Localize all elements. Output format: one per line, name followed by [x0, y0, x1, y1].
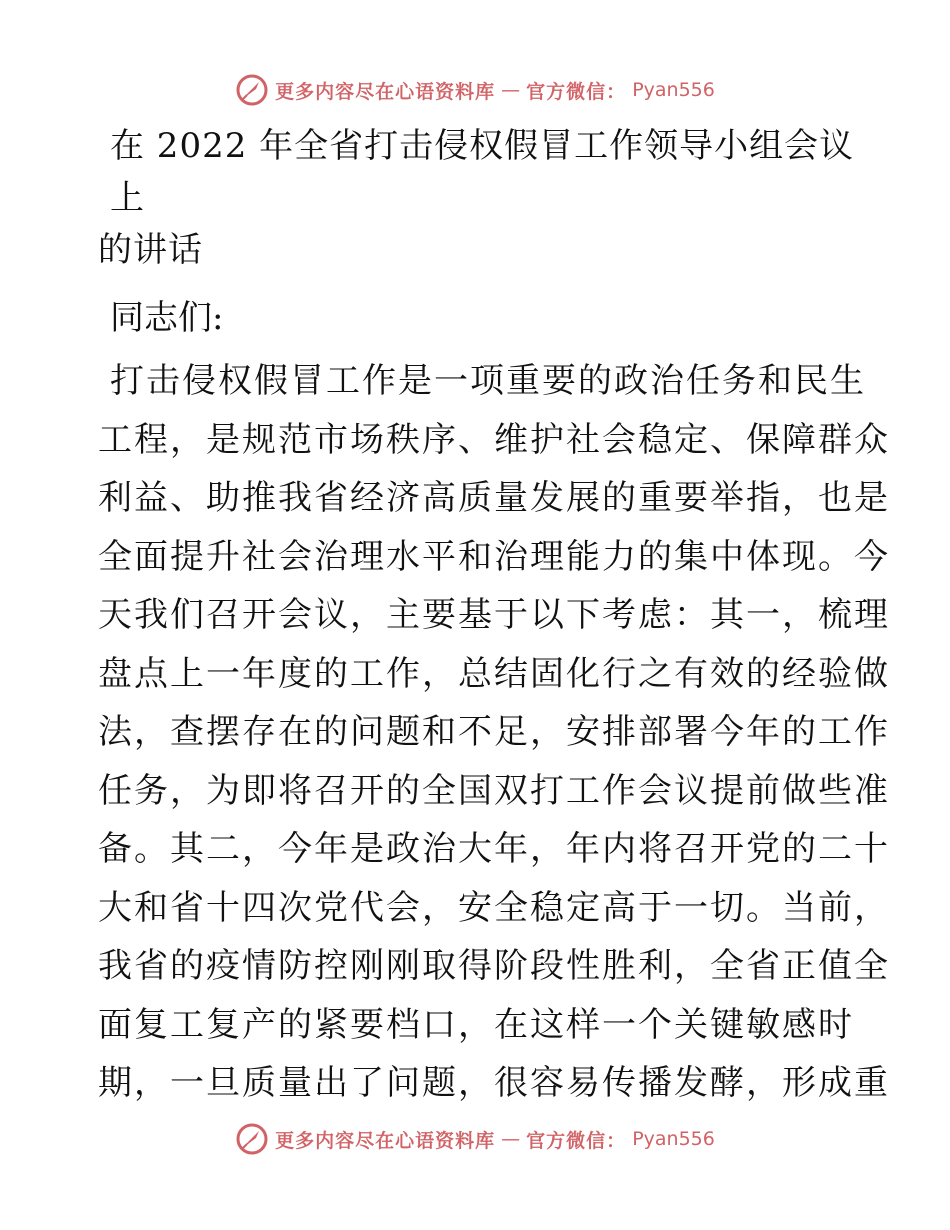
watermark-dash: —	[501, 1128, 521, 1150]
paragraph-line: 期，一旦质量出了问题，很容易传播发酵，形成重	[98, 1063, 890, 1103]
paragraph-line: 法，查摆存在的问题和不足，安排部署今年的工作	[98, 712, 890, 752]
watermark-dash: —	[501, 79, 521, 101]
watermark-account: Pyan556	[632, 79, 715, 101]
paragraph-line: 任务，为即将召开的全国双打工作会议提前做些准	[98, 770, 890, 811]
watermark-text: 更多内容尽在心语资料库	[275, 1129, 496, 1152]
paragraph-line: 打击侵权假冒工作是一项重要的政治任务和民生	[110, 361, 866, 401]
document-body	[98, 120, 890, 1113]
document-title	[98, 120, 858, 276]
watermark-header	[0, 73, 950, 107]
paragraph-line: 天我们召开会议，主要基于以下考虑：其一，梳理	[98, 595, 890, 635]
paragraph-line: 工程，是规范市场秩序、维护社会稳定、保障群众	[98, 419, 890, 460]
paragraph-line: 备。其二，今年是政治大年，年内将召开党的二十	[98, 829, 890, 869]
watermark-account: Pyan556	[632, 1128, 715, 1150]
watermark-text: 更多内容尽在心语资料库	[275, 80, 496, 103]
paragraph-line: 利益、助推我省经济高质量发展的重要举指，也是	[98, 478, 890, 518]
watermark-label: 官方微信：	[526, 80, 627, 103]
watermark-footer	[0, 1122, 950, 1156]
paragraph-line: 面复工复产的紧要档口，在这样一个关键敏感时	[98, 1004, 854, 1045]
watermark-label: 官方微信：	[526, 1129, 627, 1152]
quill-logo-icon	[235, 1122, 269, 1156]
paragraph-line: 大和省十四次党代会，安全稳定高于一切。当前，	[98, 887, 890, 928]
title-line-2: 的讲话	[98, 230, 203, 270]
paragraph	[98, 352, 890, 1113]
paragraph-line: 全面提升社会治理水平和治理能力的集中体现。今	[98, 536, 890, 577]
paragraph-line: 盘点上一年度的工作，总结固化行之有效的经验做	[98, 653, 890, 694]
paragraph-line: 我省的疫情防控刚刚取得阶段性胜利，全省正值全	[98, 946, 890, 986]
quill-logo-icon	[235, 73, 269, 107]
salutation: 同志们:	[110, 298, 224, 338]
title-line-1: 在 2022 年全省打击侵权假冒工作领导小组会议上	[110, 126, 855, 218]
